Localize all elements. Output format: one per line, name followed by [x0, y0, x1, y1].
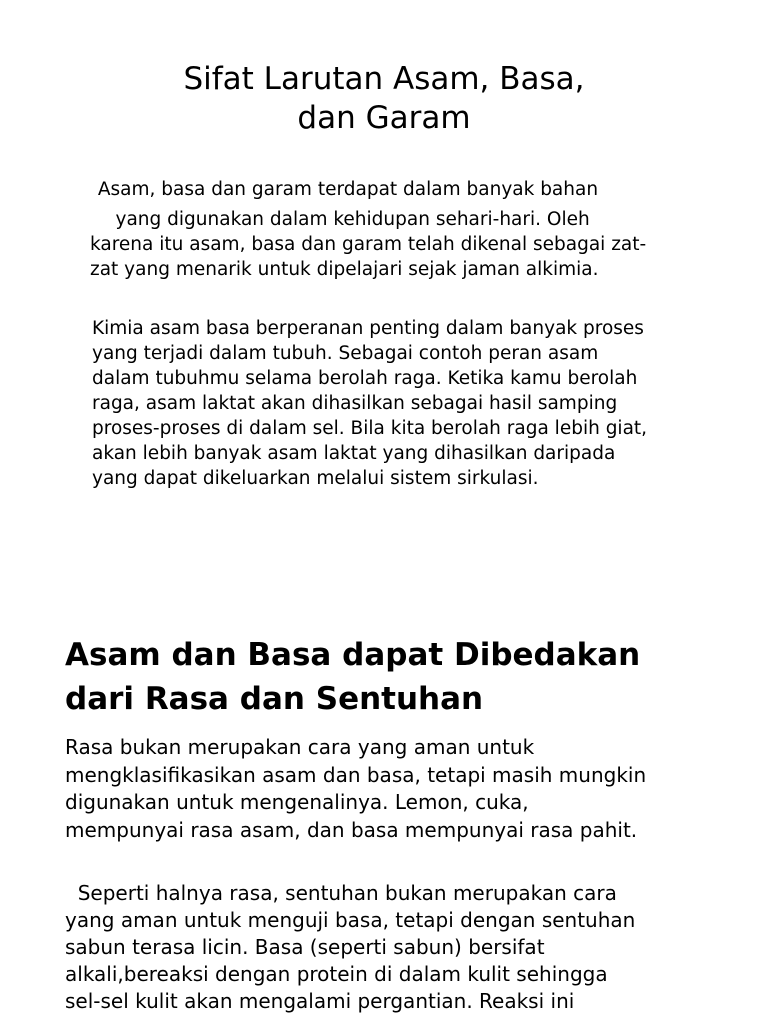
paragraph-line: mengklasifikasikan asam dan basa, tetapi masih mungkin — [65, 762, 647, 787]
section-heading — [65, 634, 640, 720]
paragraph-line: Kimia asam basa berperanan penting dalam banyak proses — [92, 318, 644, 339]
body-paragraph — [92, 316, 647, 491]
paragraph-line: karena itu asam, basa dan garam telah dikenal sebagai zat- — [90, 234, 647, 255]
paragraph-line: sabun terasa licin. Basa (seperti sabun) bersifat — [65, 935, 545, 959]
intro-paragraph — [92, 177, 646, 282]
paragraph-line: Seperti halnya rasa, sentuhan bukan merupakan cara — [65, 881, 617, 905]
paragraph-line: akan lebih banyak asam laktat yang dihasilkan daripada — [92, 443, 616, 464]
title-line: Sifat Larutan Asam, Basa, — [183, 61, 585, 97]
paragraph-line: raga, asam laktat akan dihasilkan sebagai hasil samping — [92, 393, 618, 414]
heading-line: Asam dan Basa dapat Dibedakan — [65, 637, 641, 673]
paragraph-line: yang aman untuk menguji basa, tetapi dengan sentuhan — [65, 908, 636, 932]
paragraph-line: alkali,bereaksi dengan protein di dalam kulit sehingga — [65, 962, 608, 986]
paragraph-line: yang dapat dikeluarkan melalui sistem sirkulasi. — [92, 468, 539, 489]
paragraph-line: yang digunakan dalam kehidupan sehari-hari. Oleh — [92, 209, 590, 230]
paragraph-line: sel-sel kulit akan mengalami pergantian. Reaksi ini — [65, 989, 575, 1013]
paragraph-line: yang terjadi dalam tubuh. Sebagai contoh peran asam — [92, 343, 599, 364]
paragraph-line: mempunyai rasa asam, dan basa mempunyai rasa pahit. — [65, 817, 638, 842]
taste-paragraph — [65, 734, 646, 844]
paragraph-line: Asam, basa dan garam terdapat dalam banyak bahan — [92, 179, 599, 200]
document-title — [0, 60, 768, 138]
paragraph-line: zat yang menarik untuk dipelajari sejak jaman alkimia. — [90, 259, 599, 280]
paragraph-line: proses-proses di dalam sel. Bila kita berolah raga lebih giat, — [92, 418, 648, 439]
paragraph-line: dalam tubuhmu selama berolah raga. Ketika kamu berolah — [92, 368, 638, 389]
heading-line: dari Rasa dan Sentuhan — [65, 681, 484, 717]
paragraph-line: digunakan untuk mengenalinya. Lemon, cuka, — [65, 790, 529, 814]
title-line: dan Garam — [297, 100, 471, 136]
touch-paragraph — [65, 880, 635, 1015]
paragraph-line: Rasa bukan merupakan cara yang aman untuk — [65, 735, 535, 759]
